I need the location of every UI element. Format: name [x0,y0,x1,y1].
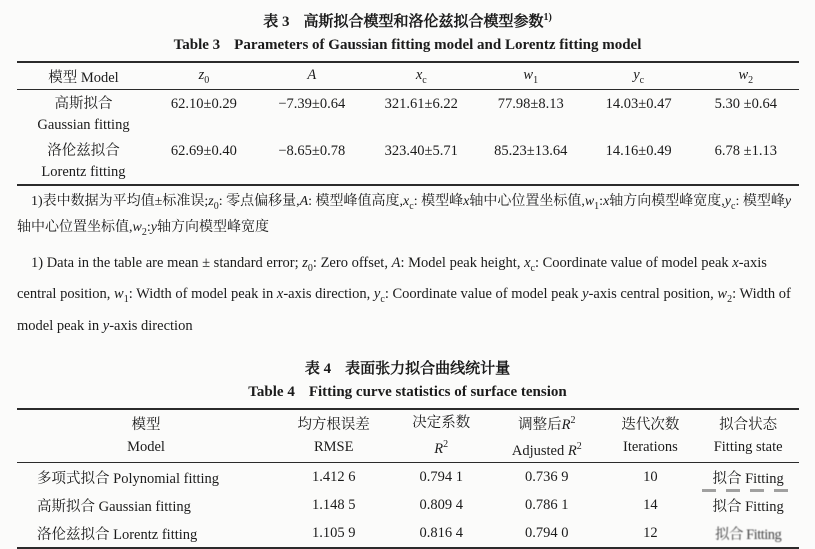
table3 [17,61,799,186]
table4-block [0,359,815,549]
value-cell-xc: 323.40±5.71 [384,143,458,159]
iterations-cell: 12 [643,524,658,541]
table-row-lorentz [17,519,799,548]
model-cell [17,90,150,138]
fitting-state-cell: 拟合 Fitting [714,526,782,543]
model-cell: 洛伦兹拟合 Lorentz fitting [37,526,198,543]
table4-caption-en [0,382,815,402]
value-cell-A: −8.65±0.78 [278,143,346,159]
table3-footnote-en: 1) Data in the table are mean ± standard error; $z_0$: Zero offset, A: Model peak height, $x_c$: Coordinate value of model peak x-axis central position, $w_1$: Width of model peak in x-axis direction, $y_c$: Coordinate value of model peak y-axis central position, $w_2$: Width of model peak in y-axis direction [17,254,791,335]
column-header-yc: $y_c$ [633,66,645,86]
table-row-lorentz [17,137,799,185]
table4 [17,408,799,549]
column-header-model: 模型 Model [48,69,119,86]
model-cell [17,137,150,185]
column-header-w2: $w_2$ [738,66,754,86]
table4-caption-zh-text: 表面张力拟合曲线统计量 [345,361,511,378]
adjusted-r2-cell: 0.794 0 [525,524,569,541]
model-cell: 多项式拟合 Polynomial fitting [37,470,220,487]
model-name-zh: 洛伦兹拟合 [47,143,120,159]
r2-cell: 0.809 4 [419,496,463,513]
compression-artifact-dashes [702,489,798,492]
table-row-gaussian [17,90,799,138]
value-cell-z0: 62.10±0.29 [170,96,237,112]
column-header-iterations: 迭代次数 Iterations [621,417,680,456]
model-name-en: Lorentz fitting [41,164,126,180]
adjusted-r2-cell: 0.786 1 [525,496,569,513]
r2-cell: 0.816 4 [419,524,463,541]
value-cell-yc: 14.16±0.49 [605,143,672,159]
iterations-cell: 10 [643,468,658,485]
model-cell: 高斯拟合 Gaussian fitting [37,498,191,515]
table3-caption-zh-text: 高斯拟合模型和洛伦兹拟合模型参数 [303,14,544,30]
value-cell-xc: 321.61±6.22 [384,96,458,112]
column-header-adjusted-r2: 调整后$R^2$ Adjusted $R^2$ [511,415,582,460]
column-header-w1: $w_1$ [523,66,539,86]
table3-footnote-zh: 1)表中数据为平均值±标准误$;z_0$: 零点偏移量,A: 模型峰值高度$,x_c$: 模型峰x轴中心位置坐标值$,w_1:x$轴方向模型峰宽度$,y_c$: 模型峰y轴中心位置坐标值$,w_2:y$轴方向模型峰宽度 [17,194,792,238]
rmse-cell: 1.148 5 [311,496,356,513]
table3-caption-footnote-marker: 1) [543,12,552,23]
value-cell-w2: 5.30 ±0.64 [714,96,777,112]
value-cell-A: −7.39±0.64 [278,96,346,112]
table4-caption-en-text: Fitting curve statistics of surface tension [308,384,567,401]
table3-header-row [17,62,799,90]
table4-header-row [17,409,799,462]
value-cell-w2: 6.78 ±1.13 [714,143,777,159]
table3-caption-zh-label: 表 3 [263,14,290,30]
rmse-cell: 1.412 6 [311,468,356,485]
value-cell-yc: 14.03±0.47 [605,96,672,112]
table-row-gaussian [17,491,799,519]
iterations-cell: 14 [643,496,658,513]
column-header-model: 模型 Model [127,417,165,456]
model-name-en: Gaussian fitting [37,117,130,133]
column-header-A: A [307,66,317,83]
column-header-fitting-state: 拟合状态 Fitting state [713,417,783,456]
table4-caption-zh [0,359,815,379]
table3-caption-zh [0,0,815,32]
fitting-state-cell: 拟合 Fitting [712,498,784,515]
table4-caption-zh-label: 表 4 [304,361,332,378]
fitting-state-cell: 拟合 Fitting [712,470,784,487]
column-header-rmse: 均方根误差 RMSE [297,417,370,456]
column-header-z0: $z_0$ [198,66,210,86]
table3-caption-en-label: Table 3 [173,37,221,53]
table4-caption-en-label: Table 4 [248,384,295,401]
column-header-r2: 决定系数 $R^2$ [412,415,471,458]
value-cell-z0: 62.69±0.40 [170,143,237,159]
column-header-xc: $x_c$ [415,66,427,86]
value-cell-w1: 77.98±8.13 [497,96,564,112]
table-row-polynomial [17,463,799,492]
r2-cell: 0.794 1 [419,468,463,485]
value-cell-w1: 85.23±13.64 [494,143,568,159]
table3-caption-en [0,35,815,55]
rmse-cell: 1.105 9 [311,524,356,541]
adjusted-r2-cell: 0.736 9 [525,468,569,485]
model-name-zh: 高斯拟合 [54,96,113,112]
table3-caption-en-text: Parameters of Gaussian fitting model and Lorentz fitting model [234,37,642,53]
